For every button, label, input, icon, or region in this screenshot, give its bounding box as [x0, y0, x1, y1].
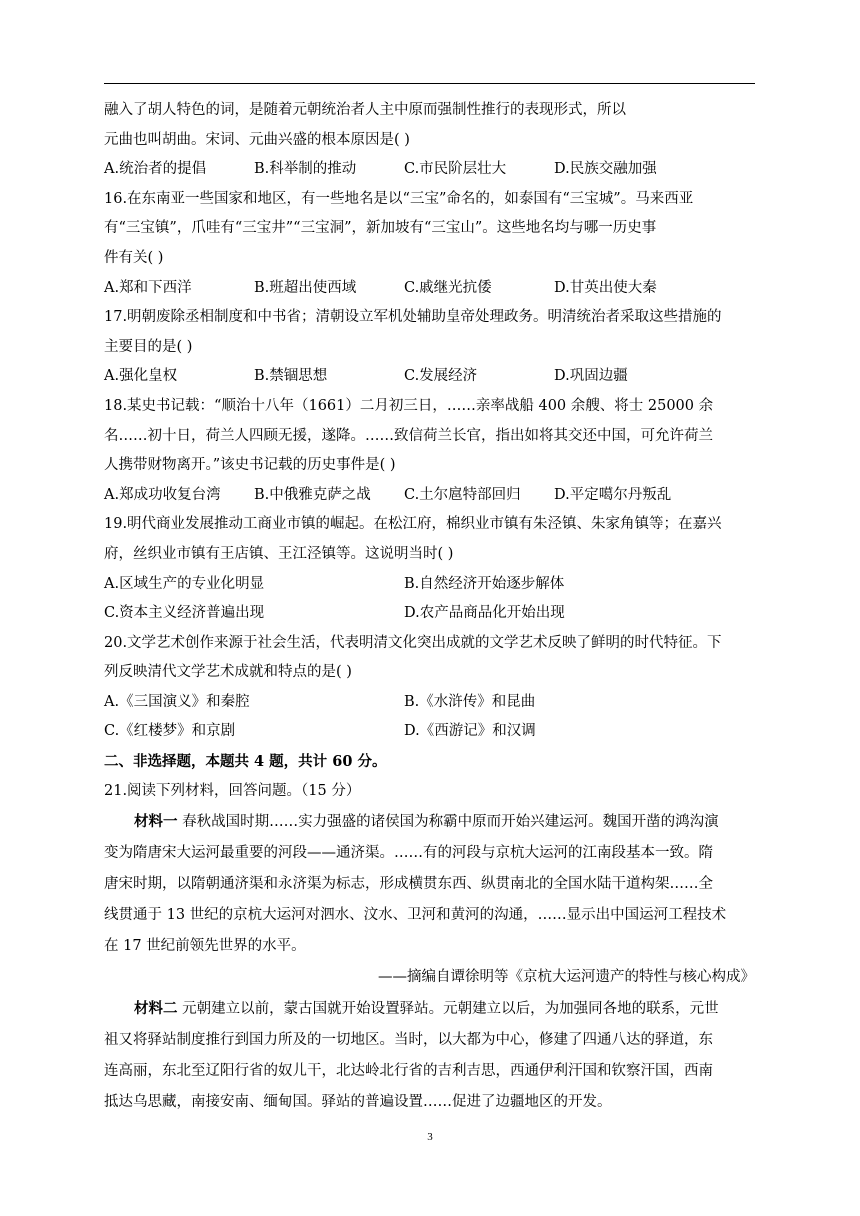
q17-line-1: 17.明朝废除丞相制度和中书省；清朝设立军机处辅助皇帝处理政务。明清统治者采取这些措施的 — [104, 309, 722, 326]
q15-option-c: C.市民阶层壮大 — [404, 161, 507, 178]
q16-line-3: 件有关( ) — [104, 249, 164, 266]
material-2-line-3: 连高丽，东北至辽阳行省的奴儿干，北达岭北行省的吉利吉思，西通伊利汗国和钦察汗国，西南 — [104, 1063, 713, 1080]
page-number: 3 — [427, 1131, 433, 1143]
material-1-line-4: 线贯通于 13 世纪的京杭大运河对泗水、汶水、卫河和黄河的沟通，……显示出中国运河工程技术 — [104, 907, 727, 924]
q16-option-b: B.班超出使西域 — [254, 279, 357, 296]
material-1-line-3: 唐宋时期，以隋朝通济渠和永济渠为标志，形成横贯东西、纵贯南北的全国水陆干道构架……全 — [104, 876, 713, 893]
q17-option-c: C.发展经济 — [404, 368, 478, 385]
q19-option-b: B.自然经济开始逐步解体 — [404, 575, 565, 592]
q15-options — [104, 155, 755, 185]
q20-option-d: D.《西游记》和汉调 — [404, 723, 536, 740]
q18-option-d: D.平定噶尔丹叛乱 — [554, 486, 672, 503]
q16-options — [104, 274, 755, 304]
q17-option-d: D.巩固边疆 — [554, 368, 628, 385]
material-1-line-1 — [104, 806, 755, 838]
q19-option-d: D.农产品商品化开始出现 — [404, 605, 565, 622]
q18-option-c: C.土尔扈特部回归 — [404, 486, 521, 503]
q17-options — [104, 362, 755, 392]
q16-option-c: C.戚继光抗倭 — [404, 279, 492, 296]
intro-line-1: 融入了胡人特色的词，是随着元朝统治者人主中原而强制性推行的表现形式，所以 — [104, 102, 626, 118]
q16-option-d: D.甘英出使大秦 — [554, 279, 657, 296]
q16-option-a: A.郑和下西洋 — [104, 279, 192, 296]
material-1-line-2: 变为隋唐宋大运河最重要的河段——通济渠。……有的河段与京杭大运河的江南段基本一致。隋 — [104, 845, 713, 862]
material-2-text-1: 元朝建立以前，蒙古国就开始设置驿站。元朝建立以后，为加强同各地的联系，元世 — [177, 1001, 719, 1018]
material-2-label: 材料二 — [134, 1000, 178, 1018]
q19-option-a: A.区域生产的专业化明显 — [104, 575, 265, 592]
section-heading: 二、非选择题，本题共 4 题，共计 60 分。 — [104, 753, 387, 771]
material-1-label: 材料一 — [134, 813, 178, 831]
q19-line-2: 府，丝织业市镇有王店镇、王江泾镇等。这说明当时( ) — [104, 545, 454, 562]
q16-line-2: 有“三宝镇”，爪哇有“三宝井”“三宝洞”，新加坡有“三宝山”。这些地名均与哪一历史事 — [104, 220, 657, 237]
q18-option-b: B.中俄雅克萨之战 — [254, 486, 371, 503]
q15-option-d: D.民族交融加强 — [554, 161, 657, 178]
q16-line-1: 16.在东南亚一些国家和地区，有一些地名是以“三宝”命名的，如泰国有“三宝城”。马来西亚 — [104, 190, 694, 207]
material-2-line-2: 祖又将驿站制度推行到国力所及的一切地区。当时，以大都为中心，修建了四通八达的驿道，东 — [104, 1032, 713, 1049]
material-2-line-1 — [104, 993, 755, 1025]
q19-options-row-2 — [104, 599, 755, 629]
q20-options-row-1 — [104, 688, 755, 718]
q20-options-row-2 — [104, 717, 755, 747]
q20-line-2: 列反映清代文学艺术成就和特点的是( ) — [104, 664, 352, 681]
q20-line-1: 20.文学艺术创作来源于社会生活，代表明清文化突出成就的文学艺术反映了鲜明的时代特征。下 — [104, 634, 722, 651]
q20-option-c: C.《红楼梦》和京剧 — [104, 723, 236, 740]
q19-option-c: C.资本主义经济普遍出现 — [104, 605, 265, 622]
header-rule — [104, 83, 755, 84]
q19-line-1: 19.明代商业发展推动工商业市镇的崛起。在松江府，棉织业市镇有朱泾镇、朱家角镇等；在嘉兴 — [104, 516, 722, 533]
q18-line-1: 18.某史书记载：“顺治十八年（1661）二月初三日，……亲率战船 400 余艘、将士 25000 余 — [104, 397, 714, 414]
q18-line-2: 名……初十日，荷兰人四顾无援，遂降。……致信荷兰长官，指出如将其交还中国，可允许荷兰 — [104, 427, 713, 444]
q19-options-row-1 — [104, 570, 755, 600]
q17-line-2: 主要目的是( ) — [104, 338, 193, 355]
material-1-source: ——摘编自谭徐明等《京杭大运河遗产的特性与核心构成》 — [378, 969, 755, 986]
q18-option-a: A.郑成功收复台湾 — [104, 486, 221, 503]
intro-line-2: 元曲也叫胡曲。宋词、元曲兴盛的根本原因是( ) — [104, 131, 410, 148]
q17-option-b: B.禁锢思想 — [254, 368, 328, 385]
material-2-line-4: 抵达乌思藏，南接安南、缅甸国。驿站的普遍设置……促进了边疆地区的开发。 — [104, 1094, 612, 1111]
material-1-text-1: 春秋战国时期……实力强盛的诸侯国为称霸中原而开始兴建运河。魏国开凿的鸿沟演 — [177, 814, 719, 831]
q15-option-b: B.科举制的推动 — [254, 161, 357, 178]
q18-options — [104, 481, 755, 511]
page-content — [104, 96, 755, 1118]
q18-line-3: 人携带财物离开。”该史书记载的历史事件是( ) — [104, 457, 396, 474]
material-1-line-5: 在 17 世纪前领先世界的水平。 — [104, 938, 306, 955]
q21-prompt: 21.阅读下列材料，回答问题。（15 分） — [104, 782, 361, 799]
q17-option-a: A.强化皇权 — [104, 368, 178, 385]
q15-option-a: A.统治者的提倡 — [104, 161, 207, 178]
q20-option-a: A.《三国演义》和秦腔 — [104, 693, 250, 710]
q20-option-b: B.《水浒传》和昆曲 — [404, 693, 536, 710]
